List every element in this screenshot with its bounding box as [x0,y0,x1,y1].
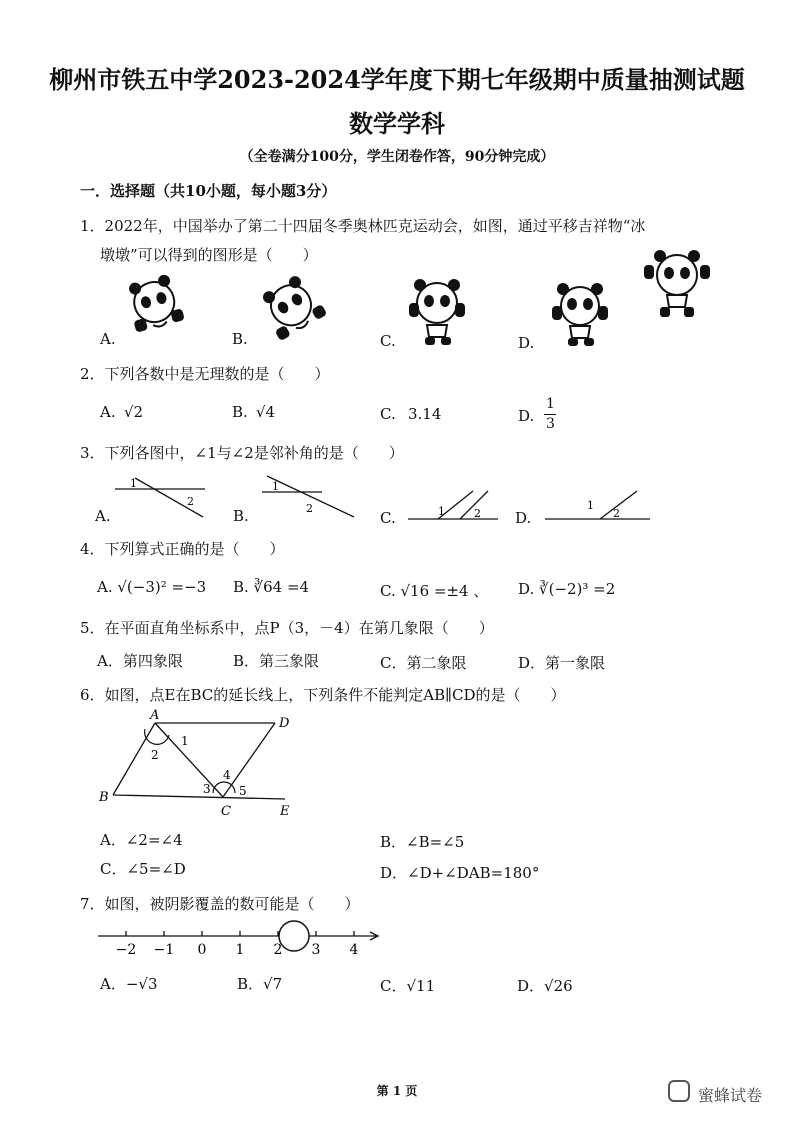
q1-option-a: A. [100,330,116,348]
q2-option-b-value: √4 [256,403,276,421]
q3-option-b: B. [233,507,249,525]
svg-text:2: 2 [187,495,194,508]
q4-option-b: B. ∛64 =4 [233,578,310,596]
q2-option-d-denominator: 3 [546,416,555,432]
q7-stem: 7．如图，被阴影覆盖的数可能是（ ） [80,895,360,913]
panda-figure-c [405,275,470,350]
q1-option-b: B. [232,330,248,348]
q4-stem: 4．下列算式正确的是（ ） [80,540,285,558]
svg-text:1: 1 [587,499,594,512]
exam-note: （全卷满分100分，学生闭卷作答，90分钟完成） [239,149,555,165]
angle-label-2: 2 [151,748,159,762]
panda-figure-d [548,280,613,350]
brand-name: 蜜蜂试卷 [698,1086,763,1105]
q5-stem: 5．在平面直角坐标系中，点P（3，－4）在第几象限（ ） [80,619,494,637]
q4-option-a: A. √(−3)² =−3 [97,578,207,596]
tick-label: 1 [235,942,245,958]
q3-option-d: D. [515,509,532,527]
exam-title: 柳州市铁五中学2023-2024学年度下期七年级期中质量抽测试题 [49,65,745,94]
q3-option-a: A. [95,507,111,525]
page-number: 第 1 页 [376,1084,418,1098]
q7-option-b: B．√7 [237,975,283,993]
point-label-e: E [280,804,290,819]
shaded-circle [279,921,309,951]
q2-option-c-label: C. [380,405,396,423]
q6-option-d: D．∠D+∠DAB=180° [380,864,540,882]
svg-text:2: 2 [474,507,481,520]
q7-number-line [98,920,383,960]
tick-label: 4 [349,942,359,958]
q3-option-c: C. [380,509,396,527]
q4-option-d: D. ∛(−2)³ =2 [518,580,616,598]
tick-label: −2 [115,942,137,958]
q1-option-c: C. [380,332,396,350]
q5-option-c: C．第二象限 [380,654,467,672]
panda-figure-a [120,270,190,340]
q2-option-b-label: B. [232,403,248,421]
svg-text:1: 1 [130,477,137,490]
q6-option-a: A．∠2=∠4 [100,831,183,849]
tick-label: 3 [311,942,321,958]
svg-text:2: 2 [613,507,620,520]
q6-geometry-figure [95,705,310,820]
angle-label-4: 4 [223,768,231,782]
q2-option-c-value: 3.14 [408,405,442,423]
q2-option-a-label: A. [100,403,116,421]
panda-figure-original [642,245,712,323]
q5-option-b: B．第三象限 [233,652,320,670]
q5-option-d: D．第一象限 [518,654,606,672]
q7-option-a: A．−√3 [100,975,158,993]
point-label-b: B [99,790,109,805]
tick-label: 0 [197,942,207,958]
point-label-a: A [150,708,160,723]
angle-label-3: 3 [203,782,211,796]
q2-option-a-value: √2 [124,403,144,421]
svg-text:1: 1 [272,480,279,493]
q3-figure-a [115,475,215,520]
q4-option-c: C. √16 =±4 、 [380,582,489,600]
section-heading: 一．选择题（共10小题，每小题3分） [80,182,337,200]
q3-figure-b [262,472,362,522]
fraction-bar [544,414,556,415]
q1-stem-line2: 墩墩”可以得到的图形是（ ） [100,246,318,264]
point-label-c: C [221,804,231,819]
q7-option-c: C．√11 [380,977,436,995]
q5-option-a: A．第四象限 [97,652,183,670]
q3-figure-c [408,485,498,525]
q6-stem: 6．如图，点E在BC的延长线上，下列条件不能判定AB∥CD的是（ ） [80,686,566,704]
q3-figure-d [545,485,655,525]
point-label-d: D [279,716,290,731]
q6-option-c: C．∠5=∠D [100,860,186,878]
q1-stem-line1: 1．2022年，中国举办了第二十四届冬季奥林匹克运动会，如图，通过平移吉祥物“冰 [80,217,646,235]
tick-label: 2 [273,942,283,958]
q2-option-d-label: D. [518,407,535,425]
q1-option-d: D. [518,334,535,352]
panda-figure-b [255,275,330,340]
q7-option-d: D．√26 [517,977,573,995]
angle-label-5: 5 [239,784,247,798]
tick-label: −1 [153,942,175,958]
q2-stem: 2．下列各数中是无理数的是（ ） [80,365,330,383]
svg-text:1: 1 [438,505,445,518]
brand-logo-icon [668,1080,690,1102]
q6-option-b: B．∠B=∠5 [380,833,465,851]
svg-text:2: 2 [306,502,313,515]
q2-option-d-numerator: 1 [546,396,555,412]
q3-stem: 3．下列各图中，∠1与∠2是邻补角的是（ ） [80,444,404,462]
subject-title: 数学学科 [349,109,445,138]
angle-label-1: 1 [181,734,189,748]
